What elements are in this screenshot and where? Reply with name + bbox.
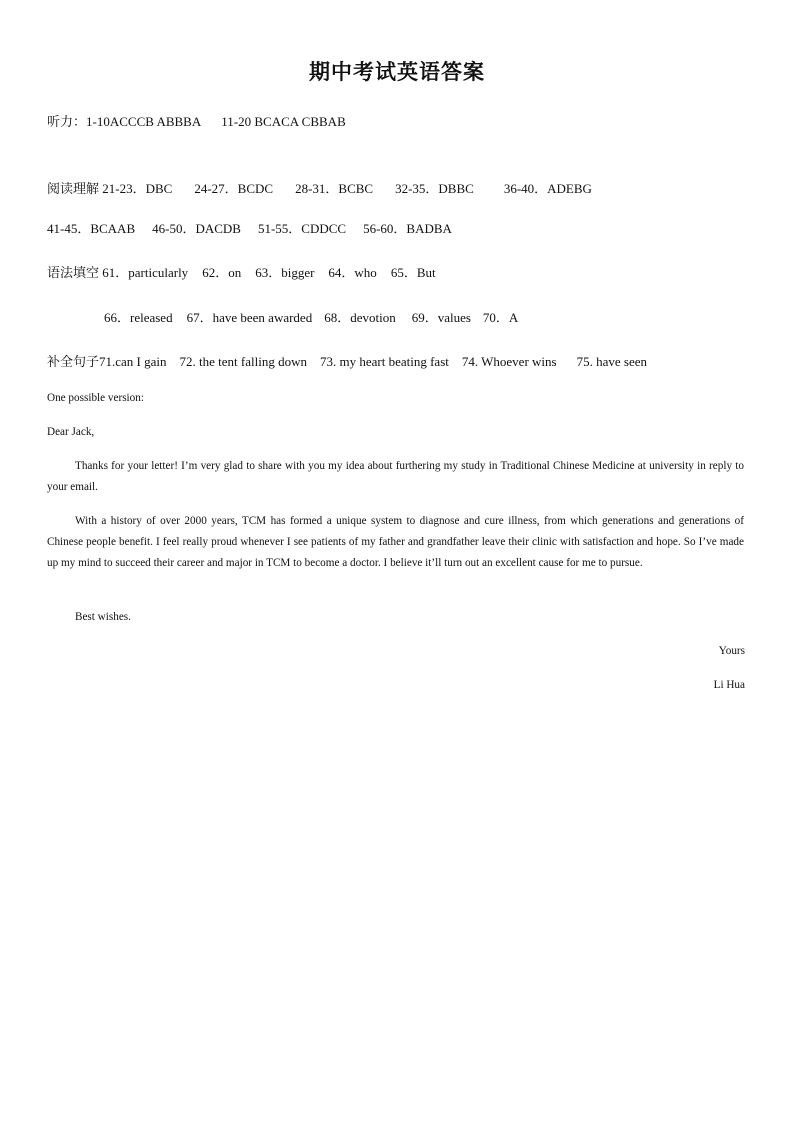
grammar-64: 64．who: [328, 265, 377, 280]
completion-71: 71.can I gain: [99, 354, 167, 369]
reading-24-27: 24-27．BCDC: [194, 181, 274, 196]
reading-answers-row1: [47, 178, 592, 197]
grammar-answers-row1: [47, 262, 436, 281]
reading-21-23: 21-23．DBC: [102, 181, 173, 196]
completion-answers: [47, 351, 647, 370]
completion-74: 74. Whoever wins: [461, 354, 557, 369]
letter-greeting: Dear Jack,: [47, 426, 95, 438]
grammar-69: 69．values: [411, 310, 471, 325]
reading-56-60: 56-60．BADBA: [363, 221, 452, 236]
letter-closing: Best wishes.: [75, 611, 131, 623]
reading-36-40: 36-40．ADEBG: [503, 181, 592, 196]
grammar-68: 68．devotion: [324, 310, 396, 325]
letter-signature: Li Hua: [713, 679, 745, 691]
grammar-66: 66．released: [104, 310, 173, 325]
grammar-70: 70．A: [482, 310, 519, 325]
completion-73: 73. my heart beating fast: [319, 354, 449, 369]
listening-part1: 1-10ACCCB ABBBA: [86, 114, 202, 129]
completion-75: 75. have seen: [576, 354, 647, 369]
grammar-63: 63．bigger: [255, 265, 315, 280]
completion-72: 72. the tent falling down: [179, 354, 307, 369]
reading-46-50: 46-50．DACDB: [152, 221, 241, 236]
reading-28-31: 28-31．BCBC: [295, 181, 374, 196]
grammar-answers-row2: [104, 307, 518, 326]
reading-32-35: 32-35．DBBC: [395, 181, 474, 196]
letter-paragraph-2: With a history of over 2000 years, TCM has formed a unique system to diagnose and cure illness, from which generations and generations of Chinese people benefit. I feel really proud whenever I see patients of my father and grandfather leave their clinic with satisfaction and hope. So I’ve made up my mind to succeed their career and major in TCM to become a doctor. I believe it’ll turn out an excellent cause for me to pursue.: [47, 515, 744, 569]
listening-part2: 11-20 BCACA CBBAB: [221, 114, 346, 129]
grammar-65: 65．But: [390, 265, 436, 280]
reading-label: 阅读理解: [47, 181, 100, 196]
completion-label: 补全句子: [47, 354, 100, 369]
version-intro: One possible version:: [47, 392, 144, 404]
page-title: 期中考试英语答案: [309, 60, 485, 84]
grammar-label: 语法填空: [47, 265, 100, 280]
grammar-62: 62．on: [202, 265, 242, 280]
reading-51-55: 51-55．CDDCC: [257, 221, 347, 236]
grammar-61: 61．particularly: [102, 265, 189, 280]
grammar-67: 67．have been awarded: [186, 310, 313, 325]
reading-41-45: 41-45．BCAAB: [47, 221, 136, 236]
listening-answers: [47, 111, 346, 130]
letter-paragraph-1: Thanks for your letter! I’m very glad to share with you my idea about furthering my study in Traditional Chinese Medicine at university in reply to your email.: [47, 460, 744, 493]
reading-answers-row2: [47, 218, 452, 237]
listening-label: 听力：: [47, 114, 87, 129]
letter-signoff: Yours: [718, 645, 745, 657]
